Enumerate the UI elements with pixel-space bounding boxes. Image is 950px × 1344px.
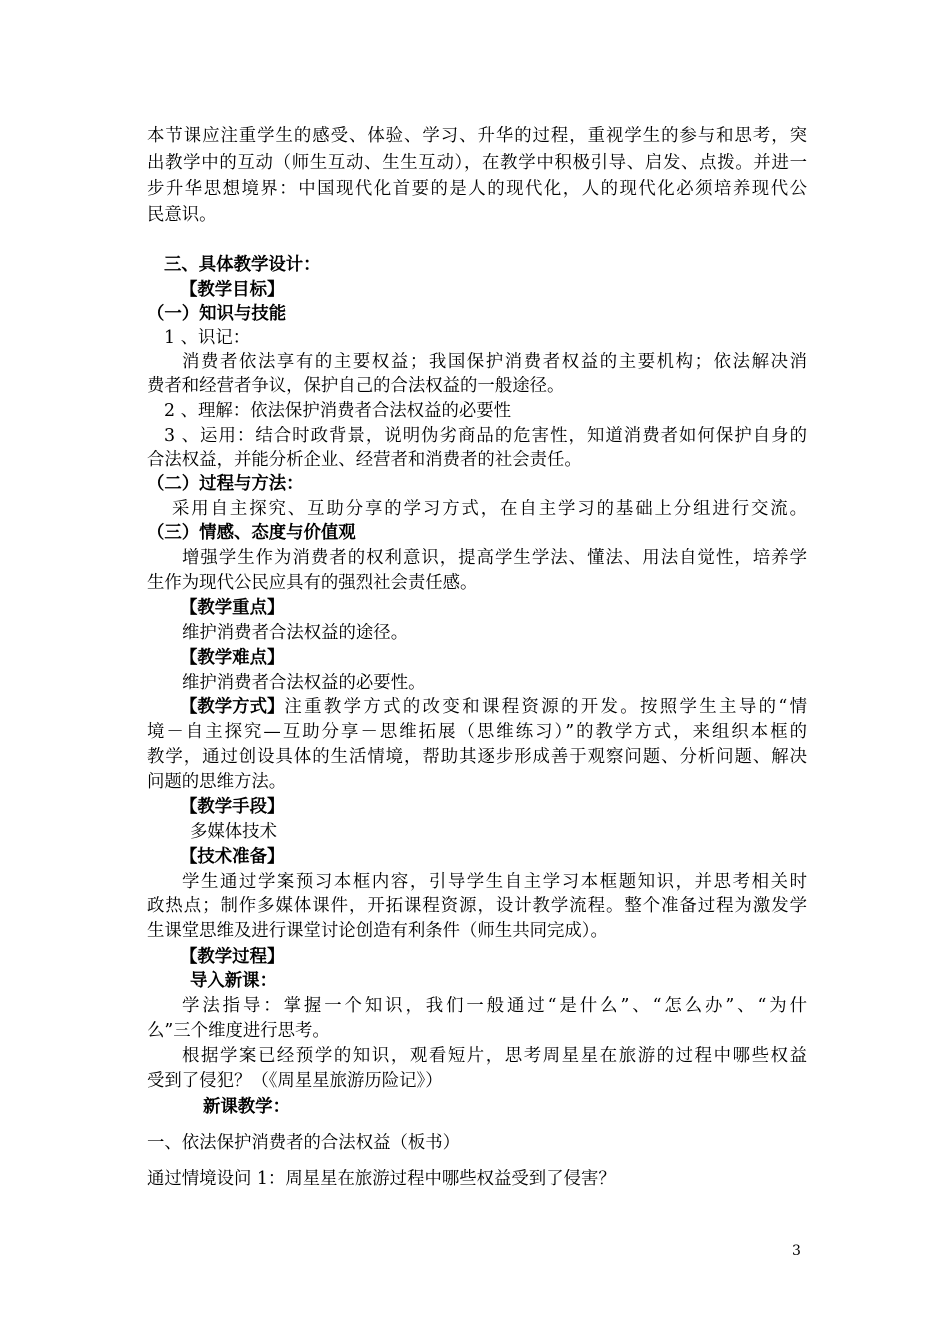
page-number: 3 <box>792 1243 801 1259</box>
method-heading: 【教学方式】 <box>180 697 285 717</box>
difficulty-heading: 【教学难点】 <box>180 648 285 668</box>
apply-item-1: 3 、运用：结合时政背景，说明伪劣商品的危害性，知道消费者如何保护自身的 <box>164 426 807 446</box>
prep-text-3: 生课堂思维及进行课堂讨论创造有利条件（师生共同完成）。 <box>147 921 608 941</box>
key-point-text: 维护消费者合法权益的途径。 <box>182 623 409 643</box>
intro-line-1: 本节课应注重学生的感受、体验、学习、升华的过程，重视学生的参与和思考，突 <box>147 126 807 146</box>
guide-text-1: 学法指导：掌握一个知识，我们一般通过“是什么”、“怎么办”、“为什 <box>182 996 807 1016</box>
video-text-1: 根据学案已经预学的知识，观看短片，思考周星星在旅游的过程中哪些权益 <box>182 1046 807 1066</box>
prep-text-1: 学生通过学案预习本框内容，引导学生自主学习本框题知识，并思考相关时 <box>182 872 807 892</box>
prep-heading: 【技术准备】 <box>180 847 285 867</box>
guide-text-2: 么”三个维度进行思考。 <box>147 1021 330 1041</box>
knowledge-heading: （一）知识与技能 <box>147 304 287 324</box>
understand-item: 2 、理解：依法保护消费者合法权益的必要性 <box>164 401 512 421</box>
new-lesson-heading: 新课教学： <box>203 1097 290 1117</box>
memorize-label: 1 、识记： <box>164 328 251 348</box>
section-heading: 三、具体教学设计： <box>164 255 321 275</box>
intro-line-2: 出教学中的互动（师生互动、生生互动），在教学中积极引导、启发、点拨。并进一 <box>147 153 807 173</box>
process-method-text: 采用自主探究、互助分享的学习方式，在自主学习的基础上分组进行交流。 <box>172 499 807 519</box>
emotion-text-1: 增强学生作为消费者的权利意识，提高学生学法、懂法、用法自觉性，培养学 <box>182 548 807 568</box>
emotion-text-2: 生作为现代公民应具有的强烈社会责任感。 <box>147 573 478 593</box>
method-line-1 <box>180 695 807 719</box>
emotion-heading: （三）情感、态度与价值观 <box>147 523 356 543</box>
process-heading: 【教学过程】 <box>180 947 285 967</box>
difficulty-text: 维护消费者合法权益的必要性。 <box>182 673 426 693</box>
process-method-heading: （二）过程与方法： <box>147 474 304 494</box>
intro-line-4: 民意识。 <box>147 205 217 225</box>
method-text-3: 教学，通过创设具体的生活情境，帮助其逐步形成善于观察问题、分析问题、解决 <box>147 747 807 767</box>
apply-item-2: 合法权益，并能分析企业、经营者和消费者的社会责任。 <box>147 450 582 470</box>
means-heading: 【教学手段】 <box>180 797 285 817</box>
prep-text-2: 政热点；制作多媒体课件，开拓课程资源，设计教学流程。整个准备过程为激发学 <box>147 896 807 916</box>
means-text: 多媒体技术 <box>190 822 277 842</box>
memorize-text-1: 消费者依法享有的主要权益；我国保护消费者权益的主要机构；依法解决消 <box>182 352 807 372</box>
method-text-2: 境－自主探究—互助分享－思维拓展（思维练习）”的教学方式，来组织本框的 <box>147 722 807 742</box>
key-point-heading: 【教学重点】 <box>180 598 285 618</box>
intro-new-heading: 导入新课： <box>190 971 277 991</box>
video-text-2: 受到了侵犯？（《周星星旅游历险记》） <box>147 1071 443 1091</box>
lesson-point-1: 一、依法保护消费者的合法权益（板书） <box>147 1133 461 1153</box>
scenario-question-1: 通过情境设问 1：周星星在旅游过程中哪些权益受到了侵害？ <box>147 1169 616 1189</box>
memorize-text-2: 费者和经营者争议，保护自己的合法权益的一般途径。 <box>147 376 565 396</box>
objectives-heading: 【教学目标】 <box>180 280 285 300</box>
intro-line-3: 步升华思想境界：中国现代化首要的是人的现代化，人的现代化必须培养现代公 <box>147 179 807 199</box>
method-text-4: 问题的思维方法。 <box>147 772 287 792</box>
method-text-1: 注重教学方式的改变和课程资源的开发。按照学生主导的“情 <box>284 697 807 717</box>
